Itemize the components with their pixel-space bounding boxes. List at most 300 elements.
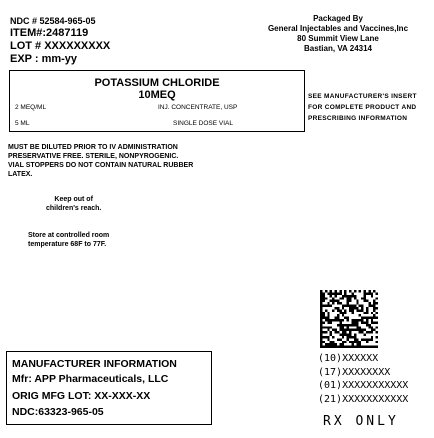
barcode-module: [376, 346, 378, 348]
barcode-module: [335, 292, 337, 294]
barcode-module: [373, 305, 375, 307]
barcode-module: [359, 319, 361, 321]
barcode-module: [325, 346, 327, 348]
barcode-module: [349, 305, 351, 307]
barcode-module: [322, 292, 324, 294]
barcode-module: [332, 297, 334, 299]
barcode-module: [349, 297, 351, 299]
barcode-module: [339, 302, 341, 304]
barcode-module: [322, 297, 324, 299]
barcode-module: [368, 302, 370, 304]
barcode-module: [373, 317, 375, 319]
serial-code-01: (01)XXXXXXXXXXX: [318, 380, 409, 391]
barcode-module: [366, 324, 368, 326]
barcode-module: [354, 329, 356, 331]
barcode-module: [347, 297, 349, 299]
barcode-module: [364, 334, 366, 336]
barcode-module: [364, 300, 366, 302]
barcode-module: [351, 319, 353, 321]
barcode-module: [347, 326, 349, 328]
barcode-module: [337, 338, 339, 340]
barcode-module: [337, 324, 339, 326]
barcode-module: [335, 346, 337, 348]
barcode-module: [330, 305, 332, 307]
barcode-module: [342, 324, 344, 326]
barcode-module: [320, 326, 322, 328]
barcode-module: [330, 343, 332, 345]
barcode-module: [327, 343, 329, 345]
barcode-module: [354, 324, 356, 326]
barcode-module: [349, 295, 351, 297]
barcode-module: [337, 307, 339, 309]
barcode-module: [361, 297, 363, 299]
barcode-module: [320, 297, 322, 299]
barcode-module: [356, 346, 358, 348]
barcode-module: [349, 300, 351, 302]
barcode-module: [361, 307, 363, 309]
barcode-module: [322, 326, 324, 328]
barcode-module: [347, 334, 349, 336]
insert-note-line: PRESCRIBING INFORMATION: [308, 115, 408, 122]
barcode-module: [344, 292, 346, 294]
barcode-module: [322, 317, 324, 319]
barcode-module: [339, 321, 341, 323]
barcode-module: [373, 321, 375, 323]
vial-type: SINGLE DOSE VIAL: [173, 120, 233, 127]
barcode-module: [342, 312, 344, 314]
barcode-module: [373, 329, 375, 331]
barcode-module: [327, 302, 329, 304]
barcode-module: [361, 317, 363, 319]
warning-line: MUST BE DILUTED PRIOR TO IV ADMINISTRATION: [8, 144, 178, 151]
barcode-module: [349, 341, 351, 343]
barcode-module: [354, 341, 356, 343]
barcode-module: [349, 290, 351, 292]
barcode-module: [371, 338, 373, 340]
packager-heading: Packaged By: [313, 14, 363, 23]
barcode-module: [351, 343, 353, 345]
barcode-module: [339, 319, 341, 321]
keep-out-line: Keep out of: [54, 196, 93, 203]
barcode-module: [320, 334, 322, 336]
barcode-module: [368, 331, 370, 333]
barcode-module: [364, 312, 366, 314]
barcode-module: [339, 329, 341, 331]
barcode-module: [330, 292, 332, 294]
barcode-module: [349, 307, 351, 309]
barcode-module: [327, 346, 329, 348]
barcode-module: [351, 309, 353, 311]
barcode-module: [325, 309, 327, 311]
barcode-module: [373, 302, 375, 304]
barcode-module: [339, 324, 341, 326]
barcode-module: [368, 324, 370, 326]
barcode-module: [335, 290, 337, 292]
barcode-module: [320, 312, 322, 314]
keep-out-line: children's reach.: [46, 205, 102, 212]
barcode-module: [327, 305, 329, 307]
barcode-module: [320, 295, 322, 297]
barcode-module: [325, 297, 327, 299]
barcode-module: [322, 305, 324, 307]
barcode-module: [332, 302, 334, 304]
barcode-module: [325, 336, 327, 338]
barcode-module: [327, 314, 329, 316]
insert-note-line: SEE MANUFACTURER'S INSERT: [308, 93, 417, 100]
warning-line: VIAL STOPPERS DO NOT CONTAIN NATURAL RUBBER: [8, 162, 194, 169]
barcode-module: [342, 343, 344, 345]
lot-number: LOT # XXXXXXXXX: [10, 40, 111, 52]
barcode-module: [320, 321, 322, 323]
barcode-module: [361, 309, 363, 311]
barcode-module: [322, 321, 324, 323]
barcode-module: [368, 290, 370, 292]
barcode-module: [373, 314, 375, 316]
barcode-module: [376, 307, 378, 309]
barcode-module: [320, 309, 322, 311]
barcode-module: [330, 321, 332, 323]
barcode-module: [356, 319, 358, 321]
barcode-module: [373, 290, 375, 292]
barcode-module: [364, 290, 366, 292]
barcode-module: [320, 300, 322, 302]
product-name: POTASSIUM CHLORIDE: [94, 77, 220, 89]
barcode-module: [322, 341, 324, 343]
barcode-module: [376, 326, 378, 328]
barcode-module: [342, 334, 344, 336]
manufacturer-box: [6, 351, 212, 425]
barcode-module: [320, 341, 322, 343]
barcode-module: [342, 319, 344, 321]
barcode-module: [330, 319, 332, 321]
barcode-module: [337, 331, 339, 333]
barcode-module: [342, 329, 344, 331]
barcode-module: [351, 329, 353, 331]
barcode-module: [344, 305, 346, 307]
barcode-module: [376, 302, 378, 304]
barcode-module: [354, 319, 356, 321]
barcode-module: [371, 312, 373, 314]
barcode-module: [332, 319, 334, 321]
barcode-module: [332, 329, 334, 331]
storage-line: temperature 68F to 77F.: [28, 241, 107, 248]
product-box: [9, 70, 305, 132]
barcode-module: [342, 341, 344, 343]
barcode-module: [373, 300, 375, 302]
barcode-module: [344, 346, 346, 348]
barcode-module: [347, 319, 349, 321]
barcode-module: [371, 346, 373, 348]
barcode-module: [364, 329, 366, 331]
barcode-module: [320, 329, 322, 331]
barcode-module: [320, 305, 322, 307]
barcode-module: [376, 292, 378, 294]
barcode-module: [354, 295, 356, 297]
barcode-module: [320, 292, 322, 294]
barcode-module: [364, 317, 366, 319]
barcode-module: [332, 346, 334, 348]
barcode-module: [325, 319, 327, 321]
barcode-module: [344, 331, 346, 333]
barcode-module: [371, 321, 373, 323]
barcode-module: [354, 336, 356, 338]
barcode-module: [376, 321, 378, 323]
barcode-module: [368, 338, 370, 340]
serial-code-21: (21)XXXXXXXXXXX: [318, 393, 409, 405]
barcode-module: [349, 346, 351, 348]
barcode-module: [371, 336, 373, 338]
barcode-module: [371, 295, 373, 297]
barcode-module: [351, 312, 353, 314]
barcode-module: [347, 295, 349, 297]
barcode-module: [327, 292, 329, 294]
barcode-module: [344, 290, 346, 292]
barcode-module: [347, 329, 349, 331]
barcode-module: [366, 317, 368, 319]
manufacturer-ndc: NDC:63323-965-05: [12, 406, 104, 418]
barcode-module: [349, 324, 351, 326]
serial-code-17: (17)XXXXXXXX: [318, 366, 391, 378]
barcode-module: [368, 317, 370, 319]
barcode-module: [351, 341, 353, 343]
barcode-module: [339, 338, 341, 340]
barcode-module: [354, 307, 356, 309]
barcode-module: [368, 305, 370, 307]
barcode-module: [337, 300, 339, 302]
serialization-codes: [318, 352, 408, 406]
barcode-module: [320, 336, 322, 338]
barcode-module: [342, 346, 344, 348]
barcode-module: [332, 309, 334, 311]
barcode-module: [359, 343, 361, 345]
barcode-module: [335, 319, 337, 321]
barcode-module: [320, 314, 322, 316]
barcode-module: [356, 343, 358, 345]
storage-instructions: [28, 231, 109, 249]
barcode-module: [327, 338, 329, 340]
barcode-module: [320, 346, 322, 348]
barcode-module: [356, 321, 358, 323]
barcode-module: [349, 331, 351, 333]
item-number: ITEM#:2487119: [10, 27, 89, 39]
barcode-module: [376, 317, 378, 319]
packager-name: General Injectables and Vaccines,Inc: [267, 24, 409, 33]
barcode-module: [325, 343, 327, 345]
barcode-module: [325, 305, 327, 307]
barcode-module: [320, 331, 322, 333]
barcode-module: [368, 346, 370, 348]
barcode-module: [337, 314, 339, 316]
barcode-module: [366, 300, 368, 302]
barcode-module: [359, 329, 361, 331]
barcode-module: [361, 305, 363, 307]
barcode-module: [335, 317, 337, 319]
barcode-module: [337, 319, 339, 321]
barcode-module: [351, 307, 353, 309]
barcode-module: [351, 321, 353, 323]
barcode-module: [351, 346, 353, 348]
barcode-module: [327, 336, 329, 338]
barcode-module: [327, 317, 329, 319]
barcode-module: [359, 346, 361, 348]
barcode-module: [342, 305, 344, 307]
barcode-module: [364, 346, 366, 348]
barcode-module: [344, 329, 346, 331]
barcode-module: [344, 324, 346, 326]
barcode-module: [344, 312, 346, 314]
barcode-module: [354, 346, 356, 348]
barcode-module: [354, 334, 356, 336]
barcode-module: [322, 295, 324, 297]
original-lot: ORIG MFG LOT: XX-XXX-XX: [12, 390, 151, 402]
barcode-module: [327, 329, 329, 331]
barcode-module: [339, 343, 341, 345]
barcode-module: [349, 336, 351, 338]
barcode-module: [327, 319, 329, 321]
barcode-module: [339, 290, 341, 292]
product-volume: 5 ML: [15, 120, 30, 127]
packager-city: Bastian, VA 24314: [303, 44, 373, 53]
barcode-module: [351, 336, 353, 338]
barcode-module: [366, 338, 368, 340]
manufacturer-name: Mfr: APP Pharmaceuticals, LLC: [12, 373, 169, 385]
barcode-module: [366, 292, 368, 294]
barcode-module: [322, 346, 324, 348]
barcode-module: [337, 302, 339, 304]
barcode-module: [364, 338, 366, 340]
barcode-module: [349, 309, 351, 311]
barcode-module: [347, 338, 349, 340]
barcode-module: [339, 292, 341, 294]
storage-line: Store at controlled room: [28, 232, 110, 239]
barcode-module: [347, 305, 349, 307]
barcode-module: [335, 331, 337, 333]
packager-street: 80 Summit View Lane: [297, 34, 379, 43]
barcode-module: [320, 307, 322, 309]
barcode-module: [373, 307, 375, 309]
barcode-module: [356, 307, 358, 309]
barcode-module: [354, 338, 356, 340]
barcode-module: [356, 324, 358, 326]
barcode-module: [339, 334, 341, 336]
barcode-module: [325, 331, 327, 333]
barcode-module: [322, 312, 324, 314]
barcode-module: [359, 305, 361, 307]
barcode-module: [359, 290, 361, 292]
barcode-module: [320, 319, 322, 321]
barcode-module: [354, 305, 356, 307]
barcode-module: [376, 312, 378, 314]
barcode-module: [347, 317, 349, 319]
barcode-module: [359, 341, 361, 343]
barcode-module: [373, 309, 375, 311]
keep-out-of-reach: [46, 195, 101, 213]
barcode-module: [344, 317, 346, 319]
barcode-module: [330, 341, 332, 343]
barcode-module: [356, 302, 358, 304]
barcode-module: [320, 302, 322, 304]
warning-line: LATEX.: [8, 171, 33, 178]
barcode-module: [361, 321, 363, 323]
barcode-module: [339, 312, 341, 314]
barcode-module: [337, 292, 339, 294]
barcode-module: [366, 312, 368, 314]
barcode-module: [376, 297, 378, 299]
barcode-module: [327, 321, 329, 323]
barcode-module: [342, 331, 344, 333]
barcode-module: [361, 331, 363, 333]
manufacturer-title: MANUFACTURER INFORMATION: [12, 358, 177, 370]
barcode-module: [322, 331, 324, 333]
barcode-module: [332, 341, 334, 343]
barcode-module: [361, 329, 363, 331]
barcode-module: [371, 326, 373, 328]
barcode-module: [330, 295, 332, 297]
barcode-module: [371, 329, 373, 331]
rx-only: RX ONLY: [323, 414, 399, 429]
barcode-module: [356, 341, 358, 343]
barcode-module: [364, 321, 366, 323]
barcode-module: [342, 336, 344, 338]
warning-line: PRESERVATIVE FREE. STERILE, NONPYROGENIC.: [8, 153, 179, 160]
barcode-module: [366, 309, 368, 311]
expiration-date: EXP : mm-yy: [10, 53, 78, 65]
barcode-module: [339, 326, 341, 328]
barcode-module: [335, 329, 337, 331]
barcode-module: [342, 307, 344, 309]
barcode-module: [344, 295, 346, 297]
barcode-module: [335, 343, 337, 345]
barcode-module: [339, 346, 341, 348]
barcode-module: [342, 297, 344, 299]
barcode-module: [376, 336, 378, 338]
barcode-module: [349, 334, 351, 336]
barcode-module: [322, 300, 324, 302]
barcode-module: [359, 309, 361, 311]
barcode-module: [325, 290, 327, 292]
barcode-module: [322, 336, 324, 338]
barcode-module: [351, 324, 353, 326]
barcode-module: [364, 295, 366, 297]
barcode-module: [335, 295, 337, 297]
barcode-module: [371, 305, 373, 307]
product-strength: 10MEQ: [138, 89, 176, 101]
barcode-module: [347, 300, 349, 302]
warnings: [8, 143, 193, 179]
insert-note: [308, 91, 417, 124]
barcode-module: [320, 290, 322, 292]
barcode-module: [322, 314, 324, 316]
barcode-module: [342, 314, 344, 316]
barcode-module: [366, 341, 368, 343]
barcode-module: [349, 329, 351, 331]
barcode-module: [356, 329, 358, 331]
barcode-module: [356, 309, 358, 311]
barcode-module: [342, 295, 344, 297]
barcode-module: [361, 338, 363, 340]
barcode-module: [351, 292, 353, 294]
barcode-module: [361, 319, 363, 321]
barcode-module: [376, 331, 378, 333]
barcode-module: [371, 319, 373, 321]
barcode-module: [335, 300, 337, 302]
barcode-module: [376, 341, 378, 343]
barcode-module: [366, 307, 368, 309]
barcode-module: [332, 343, 334, 345]
barcode-module: [320, 324, 322, 326]
barcode-module: [344, 309, 346, 311]
barcode-module: [337, 309, 339, 311]
